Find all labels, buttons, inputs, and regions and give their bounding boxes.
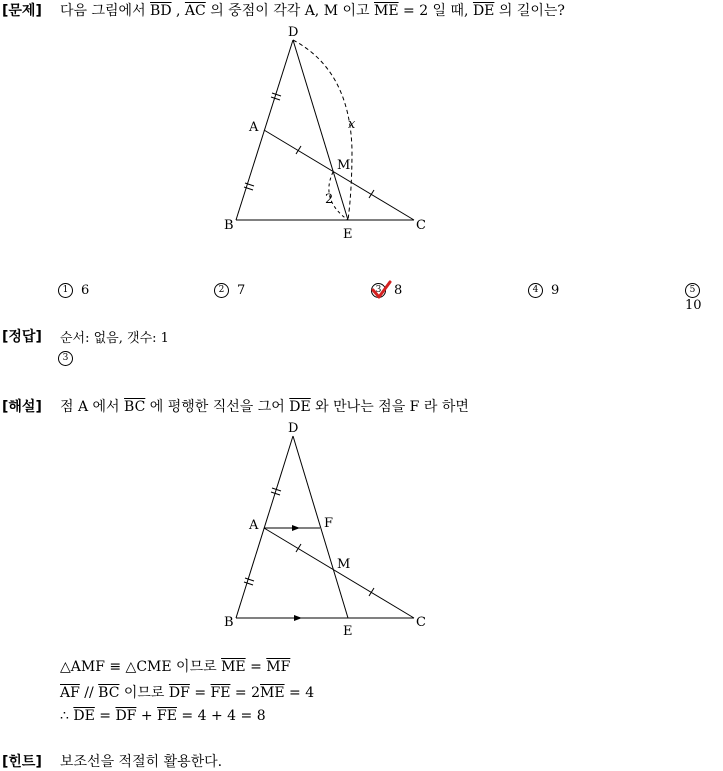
- choice-number: 5: [685, 283, 700, 298]
- label-x: x: [348, 117, 356, 132]
- side-de: [293, 436, 351, 618]
- segment-ac-line: [264, 528, 414, 618]
- eq-part: ∴: [60, 708, 74, 724]
- label-m: M: [337, 557, 351, 572]
- eq-part: 이므로: [119, 685, 169, 701]
- problem-text-part: 의 중점이 각각 A, M 이고: [205, 3, 374, 19]
- choice-value: 6: [81, 283, 90, 298]
- label-d: D: [288, 421, 299, 436]
- segment-ac: $\overline{AC}$: [184, 3, 206, 19]
- problem-text-part: ,: [171, 3, 185, 19]
- arrow-af-icon: [292, 525, 300, 531]
- side-bd: [236, 436, 293, 618]
- solution-text-part: 와 만나는 점을 F 라 하면: [310, 399, 469, 415]
- eq-part: = 4: [284, 685, 315, 701]
- equation-2: [60, 682, 314, 702]
- eq-part: △AMF ≡ △CME 이므로: [60, 659, 222, 675]
- equation-1: [60, 656, 290, 676]
- label-b: B: [224, 615, 234, 630]
- label-c: C: [416, 615, 426, 630]
- choice-number: 3: [371, 283, 386, 298]
- label-c: C: [416, 218, 426, 233]
- segment-fe: $\overline{FE}$: [157, 708, 177, 724]
- eq-part: =: [189, 685, 211, 701]
- arrow-bc-icon: [294, 615, 302, 621]
- segment-bc: $\overline{BC}$: [124, 399, 146, 415]
- problem-text-part: 다음 그림에서: [60, 3, 151, 19]
- segment-me: $\overline{ME}$: [374, 3, 399, 19]
- solution-text-part: 점 A 에서: [60, 399, 125, 415]
- tick-mark: [245, 578, 254, 581]
- label-two: 2: [325, 192, 334, 207]
- answer-tag: [정답]: [2, 329, 42, 345]
- problem-text-part: = 2 일 때,: [398, 3, 473, 19]
- segment-af: $\overline{AF}$: [60, 685, 80, 701]
- segment-mf: $\overline{MF}$: [266, 659, 291, 675]
- choice-value: 9: [551, 283, 560, 298]
- label-f: F: [324, 516, 334, 531]
- problem-text-part: 의 길이는?: [494, 3, 565, 19]
- label-a: A: [249, 120, 259, 135]
- eq-part: =: [94, 708, 116, 724]
- choice-number: 4: [528, 283, 543, 298]
- segment-me: $\overline{ME}$: [260, 685, 285, 701]
- label-e: E: [343, 227, 353, 242]
- segment-me: $\overline{ME}$: [221, 659, 246, 675]
- choice-value: 10: [685, 298, 702, 313]
- solution-tag: [해설]: [2, 399, 42, 415]
- hint-text: 보조선을 적절히 활용한다.: [60, 754, 223, 770]
- tick-mark: [244, 582, 253, 585]
- answer-choice-number: 3: [58, 351, 73, 366]
- label-b: B: [224, 218, 234, 233]
- choice-number: 2: [214, 283, 229, 298]
- solution-text-part: 에 평행한 직선을 그어: [145, 399, 290, 415]
- problem-tag: [문제]: [2, 3, 42, 19]
- segment-de: $\overline{DE}$: [73, 708, 95, 724]
- answer-info: 순서: 없음, 갯수: 1: [60, 331, 169, 346]
- label-d: D: [288, 25, 299, 40]
- segment-bc: $\overline{BC}$: [98, 685, 120, 701]
- segment-de: $\overline{DE}$: [289, 399, 311, 415]
- segment-bd: $\overline{BD}$: [150, 3, 172, 19]
- choice-number: 1: [58, 283, 73, 298]
- eq-part: = 4 + 4 = 8: [176, 708, 266, 724]
- segment-df: $\overline{DF}$: [115, 708, 137, 724]
- hint-tag: [힌트]: [2, 754, 42, 770]
- eq-part: = 2: [230, 685, 260, 701]
- eq-part: +: [136, 708, 158, 724]
- segment-df: $\overline{DF}$: [168, 685, 190, 701]
- segment-de: $\overline{DE}$: [472, 3, 495, 19]
- choice-value: 8: [394, 283, 403, 298]
- label-a: A: [249, 518, 259, 533]
- choice-value: 7: [237, 283, 246, 298]
- segment-fe: $\overline{FE}$: [210, 685, 231, 701]
- equation-3: [60, 708, 266, 724]
- eq-part: =: [245, 659, 267, 675]
- label-e: E: [343, 624, 353, 639]
- eq-part: //: [79, 685, 99, 701]
- label-m: M: [337, 158, 351, 173]
